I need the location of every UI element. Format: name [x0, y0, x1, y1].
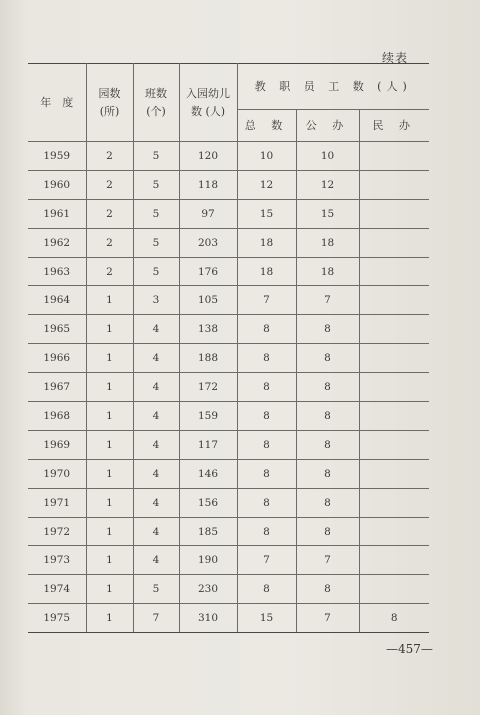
cell-public: 8 — [296, 575, 359, 604]
cell-kindergartens: 1 — [86, 488, 133, 517]
cell-classes: 4 — [133, 459, 179, 488]
table-row — [28, 575, 429, 604]
cell-classes: 7 — [133, 604, 179, 633]
cell-year: 1962 — [28, 228, 86, 257]
cell-year: 1966 — [28, 344, 86, 373]
cell-total: 7 — [237, 546, 296, 575]
cell-total: 8 — [237, 575, 296, 604]
cell-year: 1960 — [28, 170, 86, 199]
cell-year: 1967 — [28, 373, 86, 402]
continued-label: 续表 — [382, 51, 409, 65]
cell-children: 118 — [179, 170, 237, 199]
cell-kindergartens: 1 — [86, 430, 133, 459]
cell-total: 18 — [237, 228, 296, 257]
cell-classes: 5 — [133, 142, 179, 171]
cell-children: 190 — [179, 546, 237, 575]
cell-private — [359, 142, 429, 171]
cell-kindergartens: 1 — [86, 373, 133, 402]
cell-children: 105 — [179, 286, 237, 315]
cell-private — [359, 228, 429, 257]
cell-kindergartens: 1 — [86, 286, 133, 315]
cell-public: 8 — [296, 459, 359, 488]
cell-private — [359, 344, 429, 373]
cell-classes: 4 — [133, 430, 179, 459]
cell-private — [359, 315, 429, 344]
cell-year: 1975 — [28, 604, 86, 633]
cell-total: 8 — [237, 517, 296, 546]
cell-year: 1959 — [28, 142, 86, 171]
cell-public: 8 — [296, 402, 359, 431]
cell-children: 156 — [179, 488, 237, 517]
cell-children: 310 — [179, 604, 237, 633]
cell-total: 12 — [237, 170, 296, 199]
cell-children: 146 — [179, 459, 237, 488]
col-header-staff-public: 公 办 — [296, 110, 359, 142]
table-row — [28, 344, 429, 373]
page-number: —457— — [386, 642, 433, 656]
cell-kindergartens: 2 — [86, 199, 133, 228]
cell-private — [359, 286, 429, 315]
cell-kindergartens: 2 — [86, 170, 133, 199]
cell-public: 15 — [296, 199, 359, 228]
cell-private — [359, 257, 429, 286]
table-row — [28, 604, 429, 633]
cell-public: 18 — [296, 228, 359, 257]
cell-total: 10 — [237, 142, 296, 171]
cell-year: 1961 — [28, 199, 86, 228]
cell-public: 8 — [296, 517, 359, 546]
cell-children: 176 — [179, 257, 237, 286]
cell-year: 1973 — [28, 546, 86, 575]
cell-private — [359, 170, 429, 199]
cell-total: 18 — [237, 257, 296, 286]
cell-public: 12 — [296, 170, 359, 199]
cell-year: 1972 — [28, 517, 86, 546]
cell-year: 1964 — [28, 286, 86, 315]
cell-kindergartens: 1 — [86, 604, 133, 633]
cell-children: 230 — [179, 575, 237, 604]
cell-children: 188 — [179, 344, 237, 373]
cell-private — [359, 402, 429, 431]
statistics-table — [28, 63, 429, 633]
cell-kindergartens: 2 — [86, 257, 133, 286]
cell-classes: 5 — [133, 228, 179, 257]
cell-public: 7 — [296, 286, 359, 315]
cell-children: 97 — [179, 199, 237, 228]
cell-children: 172 — [179, 373, 237, 402]
cell-classes: 4 — [133, 488, 179, 517]
cell-private — [359, 517, 429, 546]
cell-classes: 4 — [133, 315, 179, 344]
cell-year: 1970 — [28, 459, 86, 488]
col-header-children-line2: 数 (人) — [190, 104, 226, 118]
cell-private — [359, 488, 429, 517]
cell-classes: 4 — [133, 546, 179, 575]
cell-private: 8 — [359, 604, 429, 633]
col-header-kindergartens-line1: 园数 — [98, 86, 121, 100]
col-header-staff-group: 教 职 员 工 数 (人) — [237, 64, 429, 110]
cell-public: 18 — [296, 257, 359, 286]
cell-classes: 3 — [133, 286, 179, 315]
cell-kindergartens: 1 — [86, 315, 133, 344]
col-header-year: 年 度 — [28, 64, 86, 142]
table-row — [28, 228, 429, 257]
table-row — [28, 315, 429, 344]
cell-total: 8 — [237, 315, 296, 344]
col-header-children — [179, 64, 237, 142]
cell-public: 8 — [296, 315, 359, 344]
cell-classes: 5 — [133, 170, 179, 199]
cell-classes: 5 — [133, 575, 179, 604]
table-row — [28, 199, 429, 228]
cell-children: 120 — [179, 142, 237, 171]
cell-private — [359, 373, 429, 402]
cell-classes: 4 — [133, 402, 179, 431]
col-header-kindergartens-line2: (所) — [99, 104, 120, 118]
cell-public: 10 — [296, 142, 359, 171]
table-row — [28, 459, 429, 488]
cell-year: 1968 — [28, 402, 86, 431]
table-row — [28, 488, 429, 517]
cell-total: 8 — [237, 488, 296, 517]
cell-year: 1963 — [28, 257, 86, 286]
cell-kindergartens: 1 — [86, 459, 133, 488]
cell-total: 8 — [237, 430, 296, 459]
cell-total: 8 — [237, 344, 296, 373]
table-row — [28, 170, 429, 199]
col-header-children-line1: 入园幼儿 — [186, 86, 230, 100]
cell-kindergartens: 1 — [86, 575, 133, 604]
cell-year: 1971 — [28, 488, 86, 517]
table-row — [28, 517, 429, 546]
cell-children: 117 — [179, 430, 237, 459]
cell-children: 138 — [179, 315, 237, 344]
table-row — [28, 373, 429, 402]
cell-total: 15 — [237, 604, 296, 633]
cell-year: 1969 — [28, 430, 86, 459]
cell-public: 7 — [296, 546, 359, 575]
cell-public: 8 — [296, 488, 359, 517]
cell-private — [359, 459, 429, 488]
cell-kindergartens: 1 — [86, 344, 133, 373]
cell-kindergartens: 1 — [86, 546, 133, 575]
table-row — [28, 257, 429, 286]
table-row — [28, 286, 429, 315]
cell-classes: 5 — [133, 199, 179, 228]
cell-kindergartens: 1 — [86, 402, 133, 431]
col-header-kindergartens — [86, 64, 133, 142]
cell-kindergartens: 1 — [86, 517, 133, 546]
cell-classes: 4 — [133, 344, 179, 373]
cell-total: 8 — [237, 459, 296, 488]
col-header-classes — [133, 64, 179, 142]
cell-children: 185 — [179, 517, 237, 546]
cell-children: 159 — [179, 402, 237, 431]
cell-public: 8 — [296, 344, 359, 373]
cell-kindergartens: 2 — [86, 228, 133, 257]
cell-year: 1974 — [28, 575, 86, 604]
cell-total: 15 — [237, 199, 296, 228]
cell-public: 8 — [296, 430, 359, 459]
table-row — [28, 142, 429, 171]
cell-private — [359, 430, 429, 459]
table-row — [28, 430, 429, 459]
cell-public: 7 — [296, 604, 359, 633]
cell-private — [359, 199, 429, 228]
cell-classes: 5 — [133, 257, 179, 286]
cell-total: 8 — [237, 373, 296, 402]
col-header-classes-line2: (个) — [146, 104, 166, 118]
cell-total: 7 — [237, 286, 296, 315]
table-row — [28, 402, 429, 431]
cell-kindergartens: 2 — [86, 142, 133, 171]
cell-private — [359, 546, 429, 575]
cell-children: 203 — [179, 228, 237, 257]
col-header-staff-total: 总 数 — [237, 110, 296, 142]
table-row — [28, 546, 429, 575]
cell-classes: 4 — [133, 517, 179, 546]
cell-classes: 4 — [133, 373, 179, 402]
cell-total: 8 — [237, 402, 296, 431]
cell-private — [359, 575, 429, 604]
cell-year: 1965 — [28, 315, 86, 344]
col-header-staff-private: 民 办 — [359, 110, 429, 142]
cell-public: 8 — [296, 373, 359, 402]
col-header-classes-line1: 班数 — [145, 86, 167, 100]
